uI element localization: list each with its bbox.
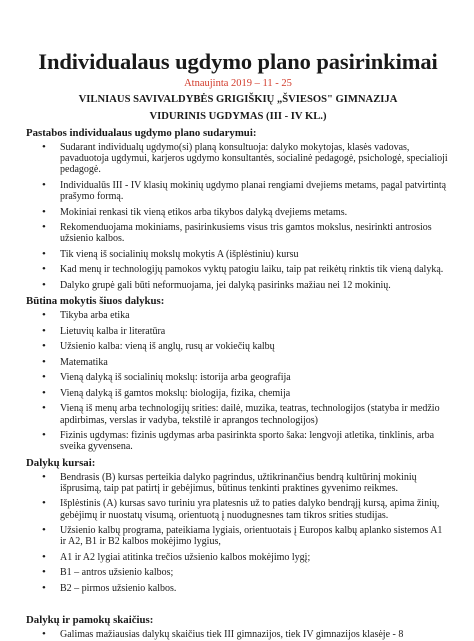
mandatory-list — [26, 310, 450, 452]
mandatory-section-title: Būtina mokytis šiuos dalykus: — [26, 295, 165, 308]
courses-section-title: Dalykų kursai: — [26, 456, 96, 469]
notes-section-title: Pastabos individualaus ugdymo plano sudarymui: — [26, 127, 257, 139]
counts-list — [26, 629, 450, 640]
list-item: • B2 – pirmos užsienio kalbos. — [26, 583, 450, 594]
list-item: • A1 ir A2 lygiai atitinka trečios užsienio kalbos mokėjimo lygį; — [26, 552, 450, 563]
list-item: • Dalyko grupė gali būti neformuojama, jei dalyką pasirinks mažiau nei 12 mokinių. — [26, 280, 450, 291]
updated-date: Atnaujinta 2019 – 11 - 25 — [184, 78, 292, 89]
list-item: • Išplėstinis (A) kursas savo turiniu yra platesnis už to paties dalyko bendrąjį kursą, apima žinių, gebėjimų ir nuostatų visumą, orientuotą į nuodugnesnes tam tikros srities studijas. — [26, 498, 450, 520]
list-item: • Lietuvių kalba ir literatūra — [26, 326, 450, 337]
list-item: • Kad menų ir technologijų pamokos vyktų patogiu laiku, taip pat reikėtų rinktis tik vieną dalyką. — [26, 264, 450, 275]
list-item: • Matematika — [26, 357, 450, 368]
list-item: • B1 – antros užsienio kalbos; — [26, 567, 450, 578]
list-item: • Užsienio kalbų programa, pateikiama lygiais, orientuotais į Europos kalbų aplanko sistemos A1 ir A2, B1 ir B2 kalbos mokėjimo lygius, — [26, 525, 450, 547]
courses-list — [26, 472, 450, 594]
list-item: • Tikyba arba etika — [26, 310, 450, 321]
counts-section-title: Dalykų ir pamokų skaičius: — [26, 614, 154, 627]
list-item: • Individualūs III - IV klasių mokinių ugdymo planai rengiami dvejiems metams, pagal patvirtintą prašymo formą. — [26, 180, 450, 202]
list-item: • Rekomenduojama mokiniams, pasirinkusiems visus tris gamtos mokslus, nesirinkti antrosios užsienio kalbos. — [26, 222, 450, 244]
section-spacer — [26, 598, 450, 611]
list-item: • Bendrasis (B) kursas perteikia dalyko pagrindus, užtikrinančius bendrą kultūrinį mokinių išprusimą, taip pat patirtį ir gebėjimus, būtinus tenkinti praktines gyvenimo reikmes. — [26, 472, 450, 494]
notes-list — [26, 142, 450, 291]
list-item: • Mokiniai renkasi tik vieną etikos arba tikybos dalyką dvejiems metams. — [26, 207, 450, 218]
school-level: VIDURINIS UGDYMAS (III - IV KL.) — [149, 111, 327, 122]
list-item: • Galimas mažiausias dalykų skaičius tiek III gimnazijos, tiek IV gimnazijos klasėje - 8 — [26, 629, 450, 640]
list-item: • Tik vieną iš socialinių mokslų mokytis A (išplėstiniu) kursu — [26, 249, 450, 260]
list-item: • Sudarant individualų ugdymo(si) planą konsultuoja: dalyko mokytojas, klasės vadovas, pavaduotoja ugdymui, karjeros ugdymo konsultantės, socialinė pedagogė, psichologė, specialioji pedagogė. — [26, 142, 450, 176]
list-item: • Užsienio kalba: vieną iš anglų, rusų ar vokiečių kalbų — [26, 341, 450, 352]
list-item: • Vieną dalyką iš gamtos mokslų: biologija, fizika, chemija — [26, 388, 450, 399]
school-name: VILNIAUS SAVIVALDYBĖS GRIGIŠKIŲ „ŠVIESOS" GIMNAZIJA — [78, 94, 398, 105]
list-item: • Vieną iš menų arba technologijų srities: dailė, muzika, teatras, technologijos (statyba ir medžio apdirbimas, verslas ir vadyba, tekstilė ir aprangos technologijos) — [26, 403, 450, 425]
list-item: • Fizinis ugdymas: fizinis ugdymas arba pasirinkta sporto šaka: lengvoji atletika, tinklinis, arba sveika gyvensena. — [26, 430, 450, 452]
list-item: • Vieną dalyką iš socialinių mokslų: istorija arba geografija — [26, 372, 450, 383]
page-title: Individualaus ugdymo plano pasirinkimai — [38, 49, 438, 74]
